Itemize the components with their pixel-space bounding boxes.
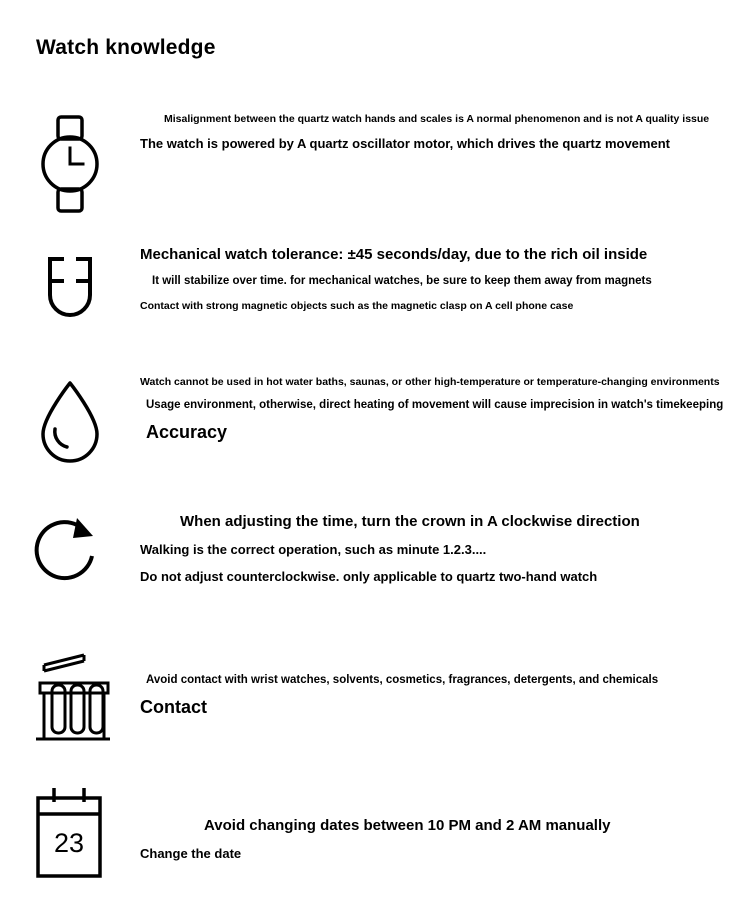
body-line: It will stabilize over time. for mechanical watches, be sure to keep them away from magnets: [152, 275, 652, 288]
section-quartz-movement: [0, 112, 750, 214]
text-cell: [140, 245, 750, 313]
body-line: Walking is the correct operation, such as minute 1.2.3....: [140, 542, 487, 558]
section-magnetism: [0, 245, 750, 327]
body-line: Do not adjust counterclockwise. only applicable to quartz two-hand watch: [140, 568, 598, 584]
icon-cell: [0, 782, 140, 884]
icon-cell: [0, 112, 140, 214]
text-cell: [140, 112, 750, 153]
icon-cell: [0, 645, 140, 752]
body-line: Avoid contact with wrist watches, solvents, cosmetics, fragrances, detergents, and chemicals: [146, 674, 659, 686]
section-temperature: [0, 375, 750, 469]
section-crown-adjustment: [0, 512, 750, 600]
body-line: Usage environment, otherwise, direct heating of movement will cause imprecision in watch's timekeeping: [146, 399, 724, 412]
body-line: Misalignment between the quartz watch hands and scales is A normal phenomenon and is not A quality issue: [164, 113, 710, 125]
body-line: Avoid changing dates between 10 PM and 2 AM manually: [204, 817, 611, 834]
section-date-change: [0, 782, 750, 884]
text-cell: [140, 375, 750, 444]
body-line: Watch cannot be used in hot water baths, saunas, or other high-temperature or temperature-changing environments: [140, 376, 720, 388]
icon-cell: [0, 512, 140, 600]
water-drop-icon: [33, 377, 107, 469]
calendar-icon: [32, 784, 108, 884]
magnet-icon: [33, 247, 107, 327]
clockwise-arrow-icon: [33, 514, 107, 600]
test-tubes-icon: [30, 647, 110, 752]
body-heading: Accuracy: [146, 421, 228, 442]
text-cell: [140, 782, 750, 863]
body-line: The watch is powered by A quartz oscillator motor, which drives the quartz movement: [140, 136, 670, 152]
text-cell: [140, 512, 750, 585]
body-heading: Contact: [140, 696, 207, 717]
icon-cell: [0, 375, 140, 469]
body-line: Change the date: [140, 846, 242, 862]
body-line: Contact with strong magnetic objects such as the magnetic clasp on A cell phone case: [140, 299, 574, 312]
body-line: When adjusting the time, turn the crown in A clockwise direction: [180, 513, 640, 530]
icon-cell: [0, 245, 140, 327]
section-chemicals: [0, 645, 750, 752]
wristwatch-icon: [33, 114, 107, 214]
text-cell: [140, 645, 750, 719]
body-line: Mechanical watch tolerance: ±45 seconds/day, due to the rich oil inside: [140, 246, 648, 263]
page-title: Watch knowledge: [36, 36, 216, 59]
svg-text:23: 23: [53, 828, 85, 858]
